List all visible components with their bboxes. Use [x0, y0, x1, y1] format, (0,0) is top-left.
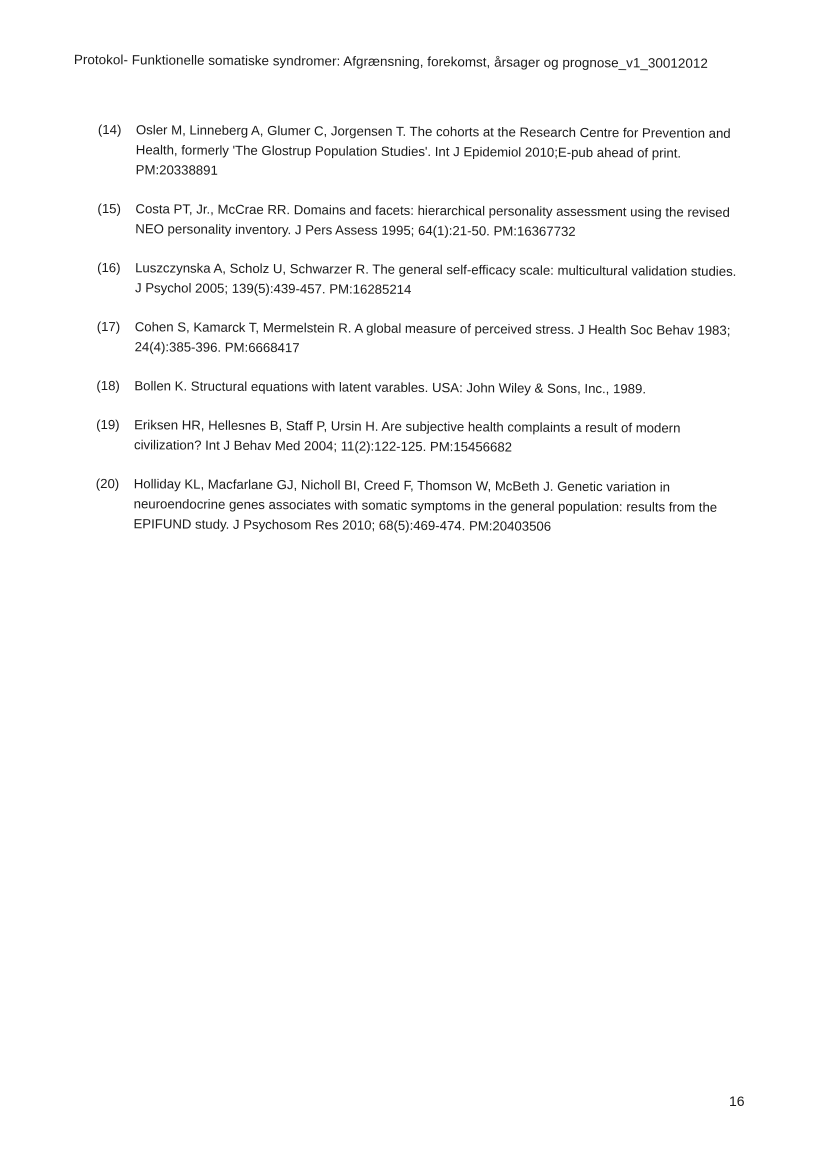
- reference-text: Osler M, Linneberg A, Glumer C, Jorgensen T. The cohorts at the Research Centre for Prevention and Health, formerly 'The Glostrup Population Studies'. Int J Epidemiol 2010;E-pub ahead of print. PM:20338891: [135, 122, 731, 178]
- reference-number: (18): [96, 377, 120, 394]
- reference-number: (14): [97, 121, 122, 138]
- reference-number: (15): [97, 200, 121, 217]
- reference-text: Cohen S, Kamarck T, Mermelstein R. A global measure of perceived stress. J Health Soc Behav 1983; 24(4):385-396. PM:6668417: [134, 319, 731, 356]
- reference-item: [98, 120, 748, 184]
- reference-number: (20): [95, 475, 120, 492]
- reference-list: [95, 120, 748, 557]
- page-number: 16: [729, 1093, 745, 1109]
- reference-text: Luszczynska A, Scholz U, Schwarzer R. The general self-efficacy scale: multicultural validation studies. J Psychol 2005; 139(5):439-457. PM:16285214: [134, 260, 737, 297]
- page-header: Protokol- Funktionelle somatiske syndromer: Afgrænsning, forekomst, årsager og prognose_v1_30012012: [73, 52, 708, 71]
- reference-number: (16): [97, 259, 121, 276]
- reference-item: [97, 317, 747, 361]
- reference-text: Costa PT, Jr., McCrae RR. Domains and facets: hierarchical personality assessment using the revised NEO personality inventory. J Pers Assess 1995; 64(1):21-50. PM:16367732: [135, 201, 730, 239]
- reference-item: [96, 376, 746, 400]
- reference-number: (17): [96, 318, 121, 335]
- reference-text: Holliday KL, Macfarlane GJ, Nicholl BI, Creed F, Thomson W, McBeth J. Genetic variation in neuroendocrine genes associates with somatic symptoms in the general population: results from the EPIFUND study. J Psychosom Res 2010; 68(5):469-474. PM:20403506: [133, 476, 718, 534]
- reference-text: Eriksen HR, Hellesnes B, Staff P, Ursin H. Are subjective health complaints a result of modern civilization? Int J Behav Med 2004; 11(2):122-125. PM:15456682: [133, 417, 681, 455]
- reference-item: [97, 258, 747, 302]
- reference-text: Bollen K. Structural equations with latent varables. USA: John Wiley & Sons, Inc., 1989.: [134, 378, 647, 397]
- reference-item: [97, 199, 747, 243]
- reference-item: [95, 474, 745, 538]
- reference-item: [96, 415, 746, 459]
- reference-number: (19): [96, 416, 120, 433]
